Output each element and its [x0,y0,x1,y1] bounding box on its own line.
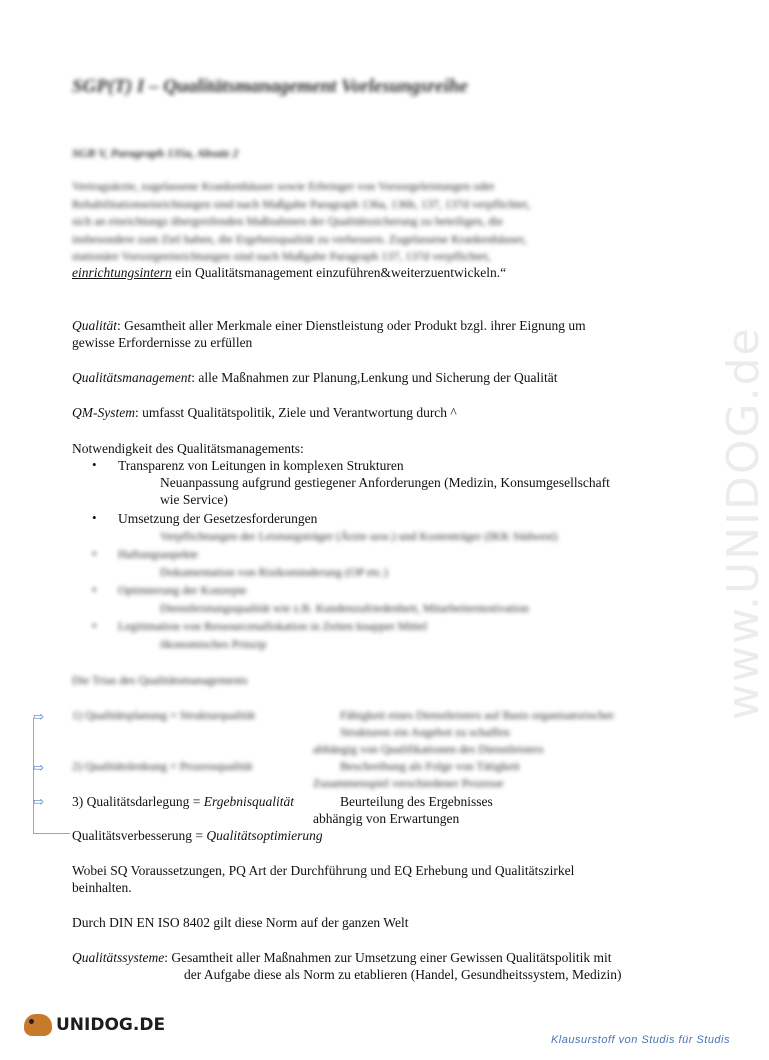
necessity-item-3-sub: Dokumentation von Risikominderung (OP etc.) [160,565,388,579]
trias-row-3-right: Beurteilung des Ergebnisses [340,794,493,809]
arrow-icon: ⇨ [33,709,44,724]
intro-line: Rehabilitationseinrichtungen sind nach Maßgabe Paragraph 136a, 136b, 137, 137d verpflichtet, [72,196,531,211]
improvement-prefix: Qualitätsverbesserung = [72,828,207,843]
trias-row-3-prefix: 3) Qualitätsdarlegung = [72,794,204,809]
watermark: www.UNIDOG.de [718,326,769,720]
necessity-item-1: Transparenz von Leitungen in komplexen Strukturen [118,458,404,473]
necessity-item-1-sub-cont: wie Service) [160,492,228,507]
trias-row-1-right: Fähigkeit eines Dienstleisters auf Basis organisatorischer [340,708,615,722]
intro-last-text: ein Qualitätsmanagement einzuführen&weiterzuentwickeln.“ [171,265,507,280]
trias-row-1-right-3: abhängig von Qualifikationen des Dienstleisters [313,742,544,756]
intro-blurred-paragraph [72,178,662,266]
bullet-point: • [92,457,97,472]
unidog-logo [24,1014,165,1036]
intro-line: insbesondere zum Ziel haben, die Ergebnisqualität zu verbessern. Zugelassene Krankenhäuser, [72,231,527,246]
definition-qualitaet [72,317,586,334]
trias-row-3-left [72,793,294,810]
definition-qualitaet-cont: gewisse Erfordernisse zu erfüllen [72,335,253,350]
bullet-point: • [92,510,97,525]
summary-line-2: beinhalten. [72,880,132,895]
term: Qualitätsmanagement [72,370,192,385]
necessity-item-4-sub: Dienstleistungsqualität wie z.B. Kundenzufriedenheit, Mitarbeitermotivation [160,601,529,615]
definition-qm-system [72,404,457,421]
trias-bracket [33,718,70,834]
definition-qualitaetssysteme [72,949,612,966]
necessity-item-2-sub: Verpflichtungen der Leistungsträger (Ärzte usw.) und Kostenträger (IKK Südwest) [160,529,558,543]
necessity-item-5-sub: ökonomisches Prinzip [160,637,267,651]
necessity-item-3: Haftungsaspekte [118,547,198,561]
term: Qualität [72,318,118,333]
footer-slogan: Klausurstoff von Studis für Studis [550,1034,730,1046]
trias-row-2-right: Beschreibung als Folge von Tätigkeit [340,759,520,773]
subtitle: SGB V, Paragraph 135a, Absatz 2 [72,146,239,160]
trias-row-3-right-2: abhängig von Erwartungen [313,811,460,826]
underlined-term: einrichtungsintern [72,265,172,280]
trias-heading: Die Trias des Qualitätsmanagements [72,673,248,687]
intro-line: Vertragsärzte, zugelassene Krankenhäuser sowie Erbringer von Vorsorgeleistungen oder [72,179,495,193]
definition-text: : Gesamtheit aller Maßnahmen zur Umsetzung einer Gewissen Qualitätspolitik mit [164,950,612,965]
trias-row-2-right-2: Zusammenspiel verschiedener Prozesse [313,776,504,790]
dog-logo-icon [24,1014,52,1036]
definition-text: : alle Maßnahmen zur Planung,Lenkung und Sicherung der Qualität [191,370,558,385]
bullet-point: • [92,546,97,561]
bullet-point: • [92,618,97,633]
intro-line: stationäre Vorsorgeeinrichtungen sind nach Maßgabe Paragraph 137, 137d verpflichtet, [72,249,491,263]
logo-text: UNIDOG.DE [56,1015,166,1035]
din-norm-line: Durch DIN EN ISO 8402 gilt diese Norm auf der ganzen Welt [72,915,409,930]
summary-line-1: Wobei SQ Voraussetzungen, PQ Art der Durchführung und EQ Erhebung und Qualitätszirkel [72,863,575,878]
trias-improvement [72,827,323,844]
necessity-item-4: Optimierung der Konzepte [118,583,247,597]
necessity-item-1-sub: Neuanpassung aufgrund gestiegener Anforderungen (Medizin, Konsumgesellschaft [160,475,610,490]
trias-row-1-right-2: Strukturen ein Angebot zu schaffen [340,725,510,739]
necessity-item-2: Umsetzung der Gesetzesforderungen [118,511,318,526]
definition-text: : umfasst Qualitätspolitik, Ziele und Verantwortung durch ^ [134,405,457,420]
definition-qualitaetssysteme-cont: der Aufgabe diese als Norm zu etablieren (Handel, Gesundheitssystem, Medizin) [184,967,622,982]
intro-line: sich an einrichtungs übergreifenden Maßnahmen der Qualitätssicherung zu beteiligen, die [72,214,503,228]
definition-text: : Gesamtheit aller Merkmale einer Dienstleistung oder Produkt bzgl. ihrer Eignung um [117,318,586,333]
term: Qualitätssysteme [72,950,165,965]
necessity-heading: Notwendigkeit des Qualitätsmanagements: [72,441,304,456]
trias-row-3-term: Ergebnisqualität [203,794,294,809]
term: QM-System [72,405,135,420]
necessity-item-5: Legitimation von Ressourcenallokation in Zeiten knapper Mittel [118,619,428,633]
trias-row-1-left: 1) Qualitätsplanung = Strukturqualität [72,708,256,722]
intro-last-line [72,264,506,281]
arrow-icon: ⇨ [33,794,44,809]
trias-row-2-left: 2) Qualitätslenkung = Prozessqualität [72,759,253,773]
definition-qm [72,369,558,386]
page-title: SGP(T) I – Qualitätsmanagement Vorlesungsreihe [72,76,468,97]
improvement-term: Qualitätsoptimierung [206,828,323,843]
arrow-icon: ⇨ [33,760,44,775]
bullet-point: • [92,582,97,597]
